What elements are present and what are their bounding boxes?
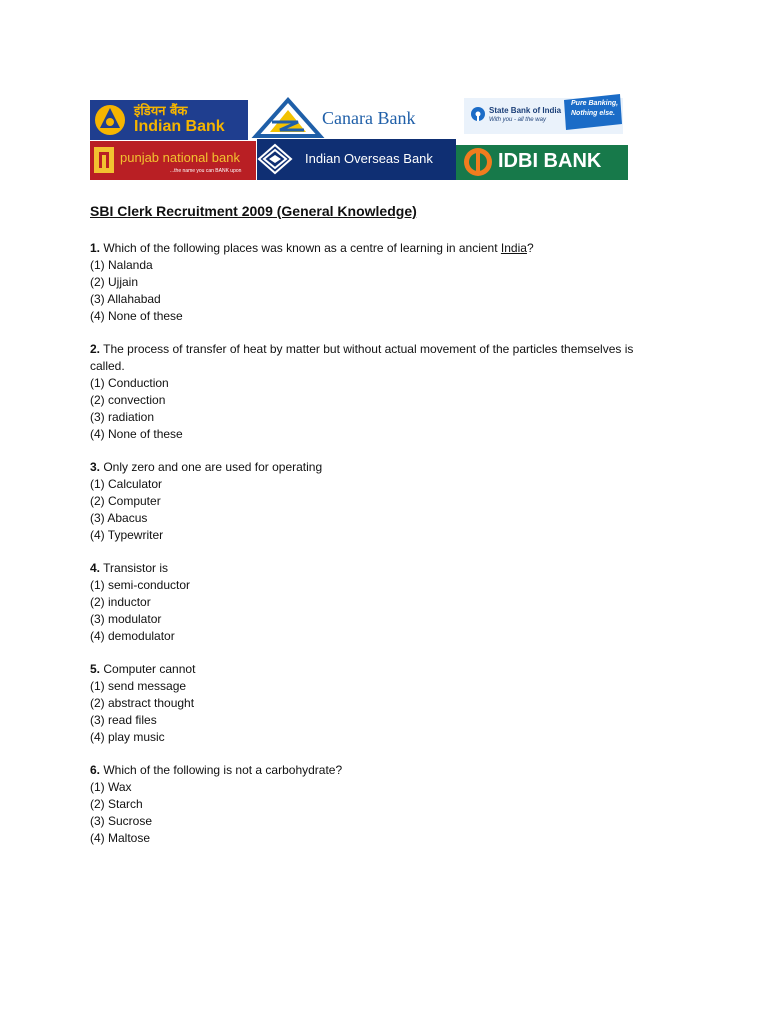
question-number: 5. xyxy=(90,662,101,676)
indian-bank-name: Indian Bank xyxy=(134,118,225,135)
document-body xyxy=(90,202,690,863)
pnb-name: punjab national bank xyxy=(120,150,240,165)
idbi-name: IDBI BANK xyxy=(498,150,602,172)
question-3-text xyxy=(90,459,690,476)
sbi-slogan-line2: Nothing else. xyxy=(571,110,615,117)
question-number: 2. xyxy=(90,342,101,356)
option: (4) play music xyxy=(90,730,165,744)
question-6 xyxy=(90,762,690,847)
sbi-tagline: With you - all the way xyxy=(489,117,546,123)
option: (1) Wax xyxy=(90,780,132,794)
canara-bank-logo xyxy=(250,96,455,140)
question-text: Only zero and one are used for operating xyxy=(100,460,323,474)
option: (1) Calculator xyxy=(90,477,163,491)
question-text: The process of transfer of heat by matter but without actual movement of the particles themselves is xyxy=(100,342,634,356)
question-5 xyxy=(90,661,690,746)
option: (4) None of these xyxy=(90,427,183,441)
indian-bank-logo xyxy=(90,100,248,140)
question-number: 4. xyxy=(90,561,101,575)
question-2 xyxy=(90,341,690,443)
option: (4) Typewriter xyxy=(90,528,164,542)
iob-logo xyxy=(257,139,456,180)
option: (2) convection xyxy=(90,393,166,407)
option: (2) abstract thought xyxy=(90,696,195,710)
sbi-name: State Bank of India xyxy=(489,106,562,115)
question-text: Transistor is xyxy=(100,561,169,575)
idbi-logo xyxy=(456,145,628,180)
canara-bank-name: Canara Bank xyxy=(322,108,416,128)
option: (3) radiation xyxy=(90,410,155,424)
option: (1) Nalanda xyxy=(90,258,153,272)
option: (4) Maltose xyxy=(90,831,151,845)
option: (2) Starch xyxy=(90,797,143,811)
option: (3) Abacus xyxy=(90,511,148,525)
sbi-logo xyxy=(464,92,623,136)
question-text-continued: called. xyxy=(90,359,125,373)
question-1-text xyxy=(90,240,690,257)
option: (3) Sucrose xyxy=(90,814,153,828)
option: (4) demodulator xyxy=(90,629,175,643)
option: (4) None of these xyxy=(90,309,183,323)
question-4 xyxy=(90,560,690,645)
question-4-text xyxy=(90,560,690,577)
option: (2) Computer xyxy=(90,494,161,508)
option: (3) Allahabad xyxy=(90,292,161,306)
sbi-slogan-line1: Pure Banking, xyxy=(571,100,619,107)
question-text: Which of the following is not a carbohydrate? xyxy=(100,763,343,777)
question-text: Which of the following places was known as a centre of learning in ancient xyxy=(100,241,501,255)
option: (3) read files xyxy=(90,713,157,727)
question-6-text xyxy=(90,762,690,779)
question-text: Computer cannot xyxy=(100,662,196,676)
option: (3) modulator xyxy=(90,612,162,626)
pnb-logo xyxy=(90,141,256,180)
question-number: 1. xyxy=(90,241,101,255)
iob-name: Indian Overseas Bank xyxy=(305,151,433,166)
indian-bank-hindi-name: इंडियन बैंक xyxy=(134,104,188,119)
question-2-text xyxy=(90,341,690,358)
question-number: 6. xyxy=(90,763,101,777)
option: (1) semi-conductor xyxy=(90,578,191,592)
question-5-text xyxy=(90,661,690,678)
option: (1) send message xyxy=(90,679,187,693)
pnb-tagline: ...the name you can BANK upon xyxy=(170,168,242,174)
option: (2) Ujjain xyxy=(90,275,139,289)
option: (2) inductor xyxy=(90,595,151,609)
question-text-end: ? xyxy=(526,241,534,255)
option: (1) Conduction xyxy=(90,376,169,390)
question-3 xyxy=(90,459,690,544)
page-title: SBI Clerk Recruitment 2009 (General Knowledge) xyxy=(90,203,417,219)
question-underlined-word: India xyxy=(500,241,527,255)
question-number: 3. xyxy=(90,460,101,474)
question-1 xyxy=(90,240,690,325)
